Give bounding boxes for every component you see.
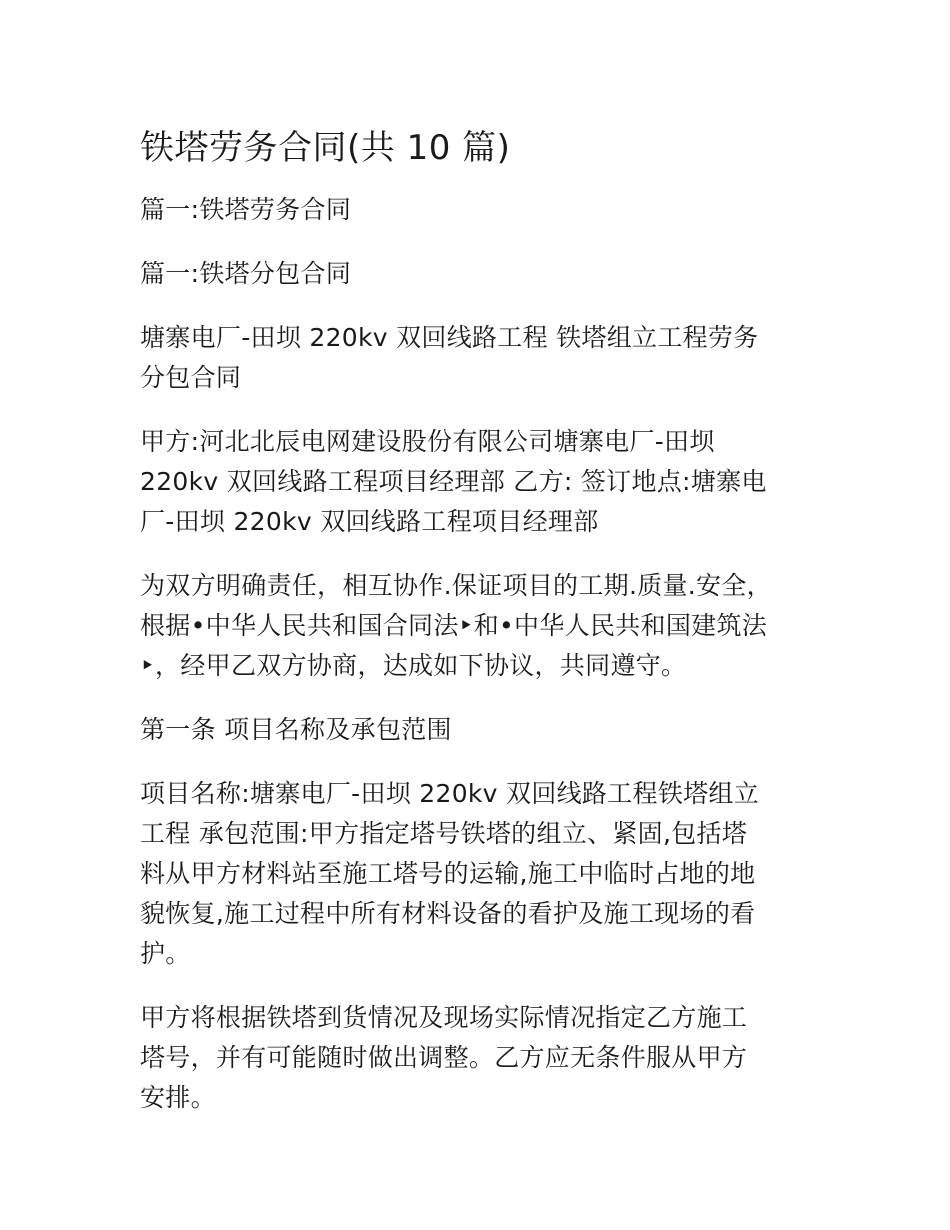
text-line: 甲方将根据铁塔到货情况及现场实际情况指定乙方施工	[140, 1003, 748, 1032]
text-line: 为双方明确责任，相互协作.保证项目的工期.质量.安全，	[140, 571, 772, 600]
text-line: 护。	[140, 939, 191, 968]
text-line: 料从甲方材料站至施工塔号的运输,施工中临时占地的地	[140, 859, 756, 888]
text-line: 220kv 双回线路工程项目经理部 乙方: 签订地点:塘寨电	[140, 467, 767, 496]
paragraph-tower-assignment	[140, 998, 810, 1118]
paragraph-article-1-heading	[140, 710, 810, 750]
paragraph-section-1-subtitle	[140, 254, 810, 294]
text-line: 貌恢复,施工过程中所有材料设备的看护及施工现场的看	[140, 899, 756, 928]
paragraph-section-1	[140, 190, 810, 230]
paragraph-project-scope	[140, 774, 810, 974]
text-line: 工程 承包范围:甲方指定塔号铁塔的组立、紧固,包括塔	[140, 819, 748, 848]
text-line: 篇一:铁塔分包合同	[140, 259, 352, 288]
text-line: 塔号，并有可能随时做出调整。乙方应无条件服从甲方	[140, 1043, 748, 1072]
paragraph-contract-name	[140, 318, 810, 398]
text-line: ‣，经甲乙双方协商，达成如下协议，共同遵守。	[140, 651, 687, 680]
text-line: 分包合同	[140, 363, 242, 392]
text-line: 第一条 项目名称及承包范围	[140, 715, 452, 744]
text-line: 项目名称:塘寨电厂-田坝 220kv 双回线路工程铁塔组立	[140, 779, 760, 808]
text-line: 塘寨电厂-田坝 220kv 双回线路工程 铁塔组立工程劳务	[140, 323, 759, 352]
text-line: 安排。	[140, 1083, 216, 1112]
text-line: 篇一:铁塔劳务合同	[140, 195, 352, 224]
paragraph-parties	[140, 422, 810, 542]
text-line: 厂-田坝 220kv 双回线路工程项目经理部	[140, 507, 599, 536]
document-title: 铁塔劳务合同(共 10 篇)	[140, 128, 511, 168]
paragraph-preamble	[140, 566, 810, 686]
text-line: 根据•中华人民共和国合同法‣和•中华人民共和国建筑法	[140, 611, 768, 640]
text-line: 甲方:河北北辰电网建设股份有限公司塘寨电厂-田坝	[140, 427, 715, 456]
